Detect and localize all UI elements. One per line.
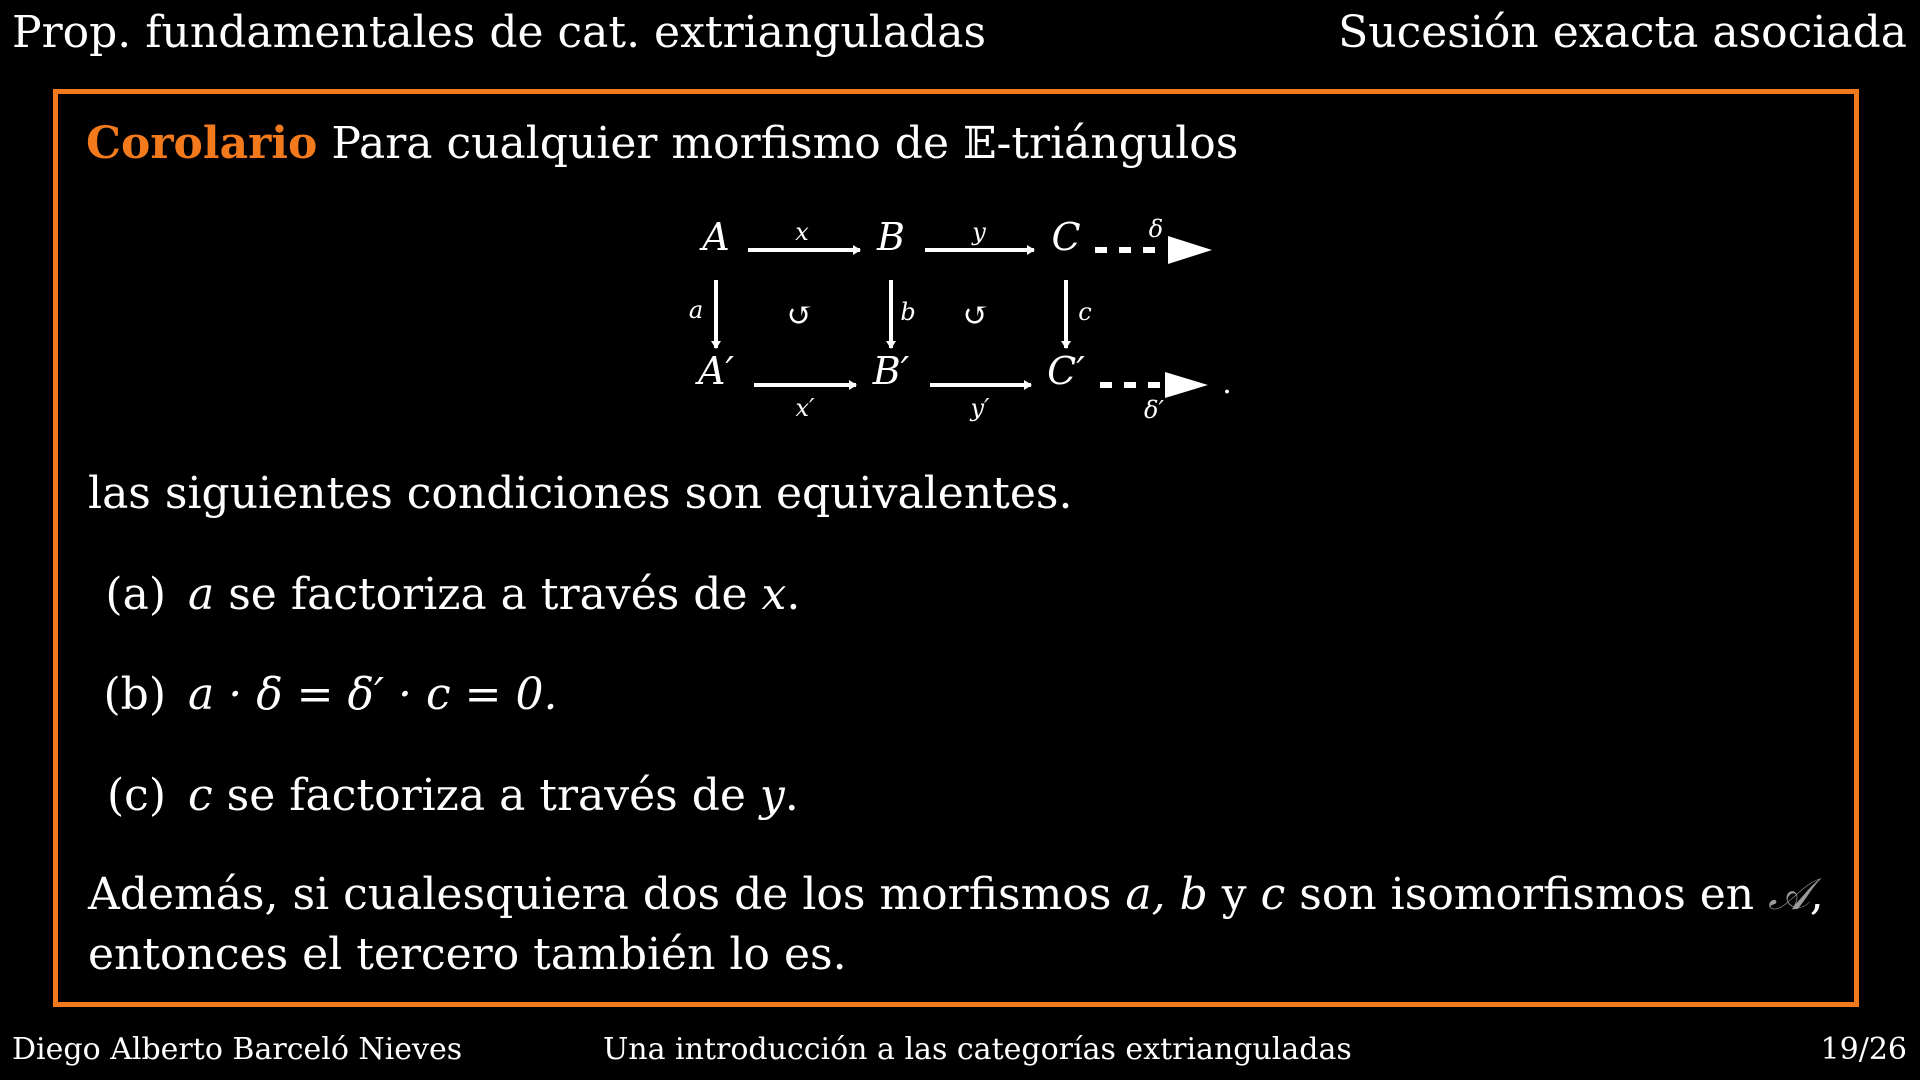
math-var: c [188, 770, 213, 821]
label-x: x [795, 218, 809, 246]
math-var: c [1260, 869, 1286, 920]
math-var: y [759, 770, 785, 821]
corollary-intro: Para cualquier morfismo de 𝔼-triángulos [331, 118, 1239, 169]
label-y: y [972, 218, 986, 246]
label-b: b [900, 298, 916, 326]
conditions-intro: las siguientes condiciones son equivalentes. [88, 468, 1073, 519]
corollary-title: Corolario [86, 118, 318, 169]
closing-text: , [1809, 869, 1824, 920]
condition-label: (b) [103, 669, 166, 720]
math-var: x [761, 569, 787, 620]
corollary-heading [86, 116, 1238, 172]
node-A-prime: A′ [697, 349, 735, 393]
arrowhead-delta-prime [1165, 372, 1208, 398]
node-B-prime: B′ [872, 349, 910, 393]
label-a: a [688, 296, 704, 324]
category-symbol: 𝒜 [1768, 869, 1810, 920]
condition-c [96, 768, 799, 824]
condition-text: se factoriza a través de [212, 770, 760, 821]
condition-b [96, 667, 557, 723]
math-expression: a · δ = δ′ · c = 0. [188, 669, 558, 720]
label-delta-prime: δ′ [1144, 396, 1164, 424]
commutative-diagram [680, 208, 1250, 438]
condition-label: (a) [105, 569, 166, 620]
footer-author: Diego Alberto Barceló Nieves [12, 1032, 463, 1067]
math-var: a, b [1125, 869, 1208, 920]
node-C-prime: C′ [1047, 349, 1085, 393]
condition-end: . [784, 770, 799, 821]
math-var: a [188, 569, 215, 620]
condition-label: (c) [107, 770, 166, 821]
section-title: Prop. fundamentales de cat. extrianguladas [12, 7, 987, 58]
arrowhead-delta [1168, 236, 1212, 264]
label-x-prime: x′ [795, 394, 815, 422]
closing-line-2: entonces el tercero también lo es. [88, 929, 847, 980]
condition-a [96, 567, 800, 623]
closing-text: y [1207, 869, 1261, 920]
commute-symbol-right: ↺ [962, 296, 990, 334]
footer-title: Una introducción a las categorías extrianguladas [603, 1032, 1352, 1067]
node-A: A [702, 215, 730, 259]
commute-symbol-left: ↺ [786, 296, 814, 334]
page-number: 19/26 [1820, 1032, 1907, 1067]
closing-line-1 [88, 867, 1824, 923]
condition-end: . [786, 569, 801, 620]
node-B: B [877, 215, 905, 259]
closing-text: son isomorfismos en [1285, 869, 1769, 920]
subsection-title: Sucesión exacta asociada [1338, 7, 1907, 58]
label-delta: δ [1148, 215, 1164, 243]
label-y-prime: y′ [970, 394, 990, 422]
condition-text: se factoriza a través de [214, 569, 762, 620]
label-c: c [1078, 298, 1092, 326]
closing-text: Además, si cualesquiera dos de los morfismos [88, 869, 1126, 920]
diagram-period: . [1222, 366, 1232, 401]
node-C: C [1051, 215, 1081, 259]
